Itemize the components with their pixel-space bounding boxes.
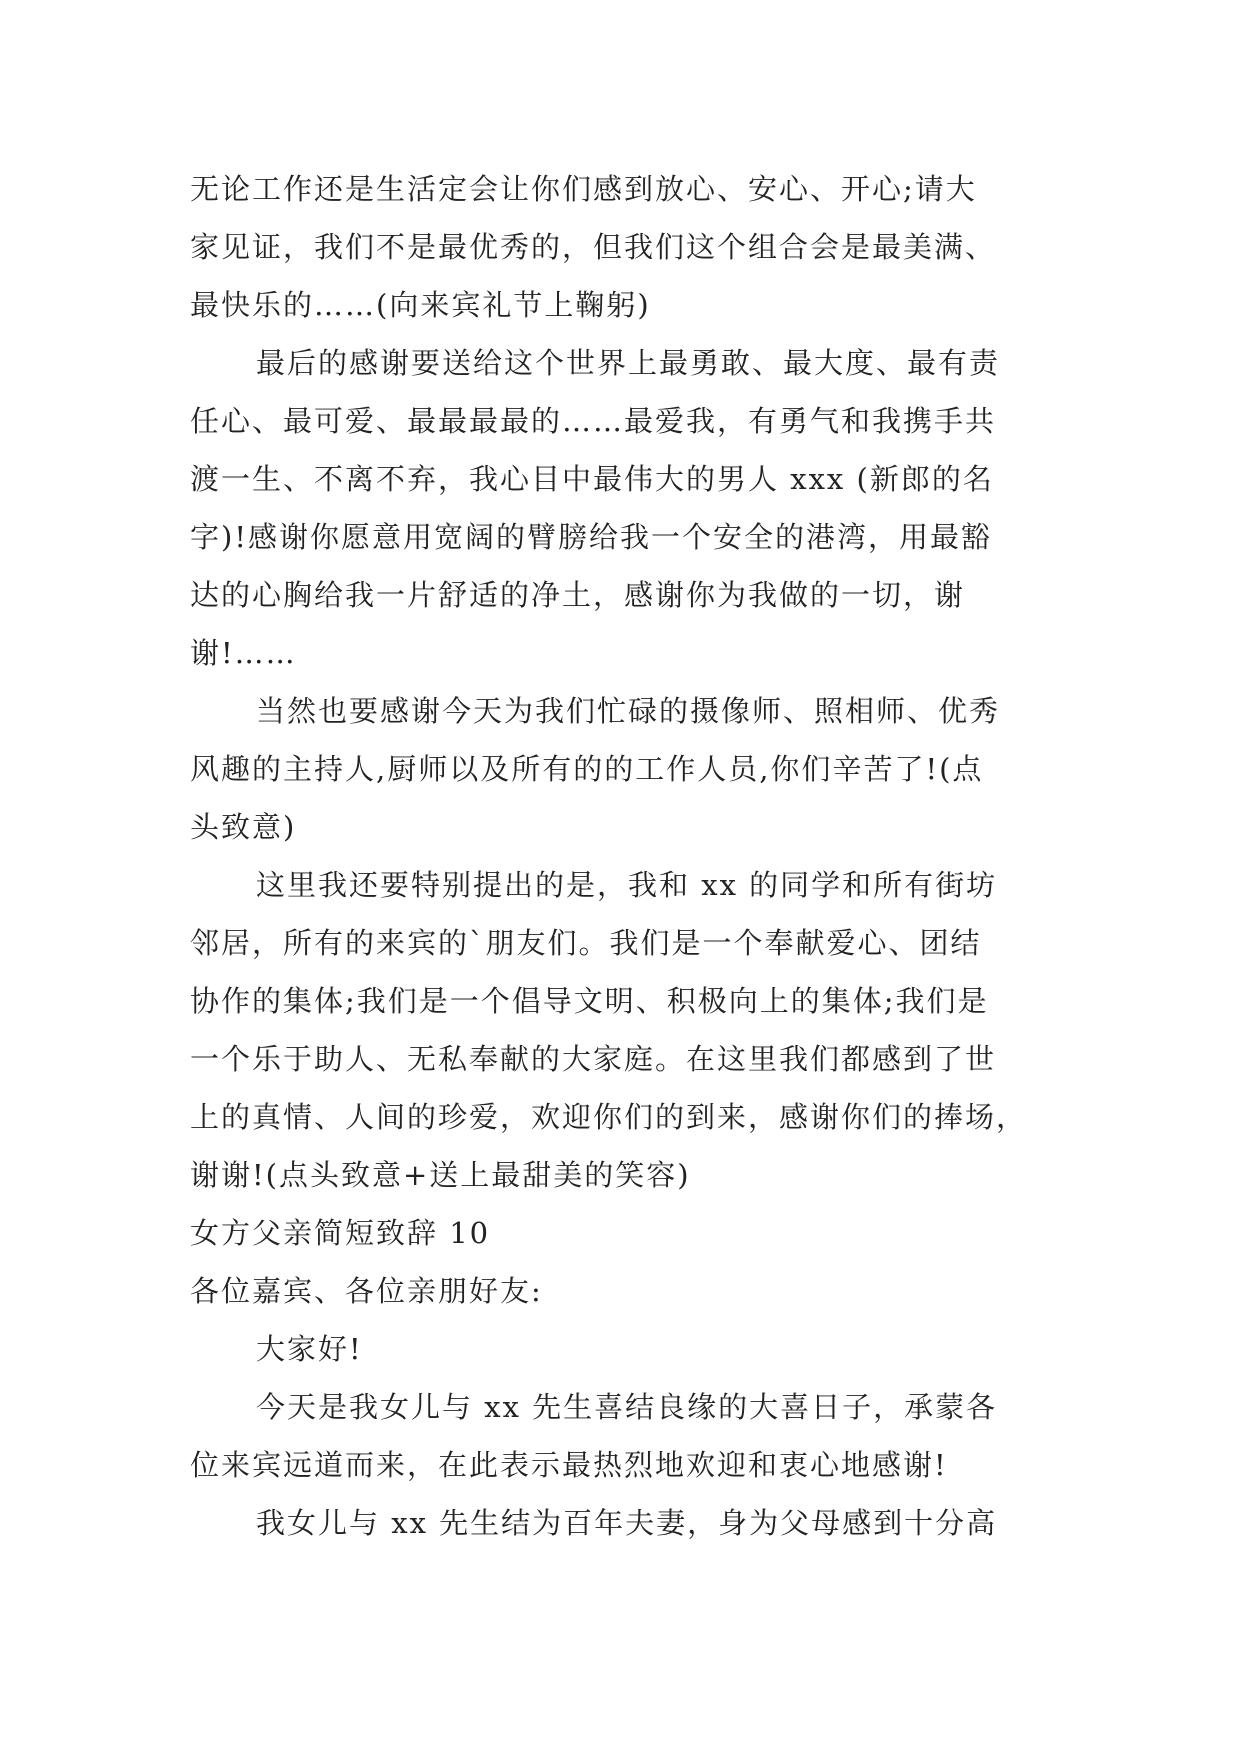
greeting: 大家好! bbox=[256, 1332, 363, 1366]
text-line-14: 邻居，所有的来宾的`朋友们。我们是一个奉献爱心、团结 bbox=[190, 926, 982, 960]
text-line-11: 风趣的主持人,厨师以及所有的的工作人员,你们辛苦了!(点 bbox=[190, 752, 984, 786]
document-body bbox=[190, 160, 1070, 1552]
text-line-10: 当然也要感谢今天为我们忙碌的摄像师、照相师、优秀 bbox=[256, 694, 1001, 728]
text-line-6: 渡一生、不离不弃，我心目中最伟大的男人 xxx (新郎的名 bbox=[190, 462, 994, 496]
text-line-18: 谢谢!(点头致意+送上最甜美的笑容) bbox=[190, 1158, 691, 1192]
text-line-24: 我女儿与 xx 先生结为百年夫妻，身为父母感到十分高 bbox=[256, 1506, 998, 1540]
section-heading: 女方父亲简短致辞 10 bbox=[190, 1216, 491, 1250]
text-line-3: 最快乐的……(向来宾礼节上鞠躬) bbox=[190, 288, 651, 322]
salutation: 各位嘉宾、各位亲朋好友: bbox=[190, 1274, 543, 1308]
text-line-4: 最后的感谢要送给这个世界上最勇敢、最大度、最有责 bbox=[256, 346, 1001, 380]
text-line-13: 这里我还要特别提出的是，我和 xx 的同学和所有街坊 bbox=[256, 868, 998, 902]
text-line-2: 家见证，我们不是最优秀的，但我们这个组合会是最美满、 bbox=[190, 230, 997, 264]
text-line-5: 任心、最可爱、最最最最的……最爱我，有勇气和我携手共 bbox=[190, 404, 997, 438]
text-line-7: 字)!感谢你愿意用宽阔的臂膀给我一个安全的港湾，用最豁 bbox=[190, 520, 992, 554]
text-line-15: 协作的集体;我们是一个倡导文明、积极向上的集体;我们是 bbox=[190, 984, 989, 1018]
text-line-16: 一个乐于助人、无私奉献的大家庭。在这里我们都感到了世 bbox=[190, 1042, 997, 1076]
text-line-17: 上的真情、人间的珍爱，欢迎你们的到来，感谢你们的捧场， bbox=[190, 1100, 1028, 1134]
text-line-8: 达的心胸给我一片舒适的净土，感谢你为我做的一切，谢 bbox=[190, 578, 966, 612]
text-line-12: 头致意) bbox=[190, 810, 297, 844]
text-line-1: 无论工作还是生活定会让你们感到放心、安心、开心;请大 bbox=[190, 172, 977, 206]
text-line-23: 位来宾远道而来，在此表示最热烈地欢迎和衷心地感谢! bbox=[190, 1448, 948, 1482]
text-line-22: 今天是我女儿与 xx 先生喜结良缘的大喜日子，承蒙各 bbox=[256, 1390, 998, 1424]
text-line-9: 谢!…… bbox=[190, 636, 297, 670]
